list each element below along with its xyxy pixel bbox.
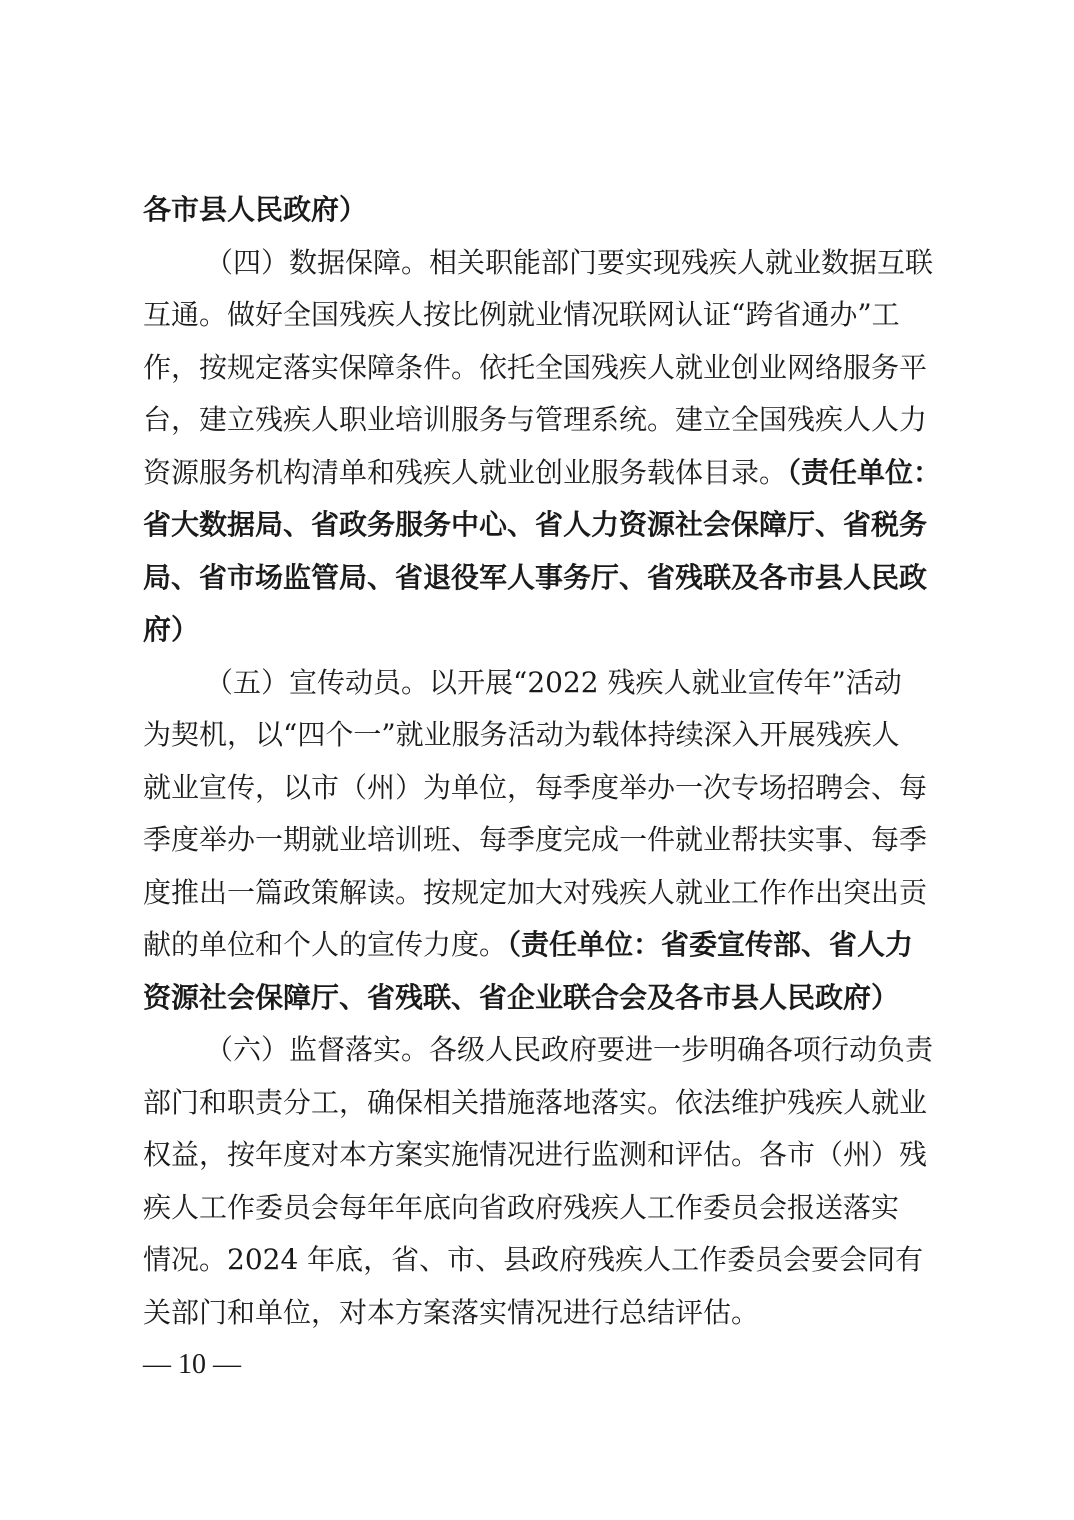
- text-segment: 为契机，以“四个一”就业服务活动为载体持续深入开展残疾人: [143, 718, 900, 751]
- text-line: [143, 820, 927, 860]
- text-line: [143, 978, 899, 1018]
- text-segment: 关部门和单位，对本方案落实情况进行总结评估。: [143, 1295, 760, 1329]
- text-line: [143, 873, 927, 913]
- text-line: [143, 715, 900, 755]
- bold-text-segment: 府）: [143, 613, 200, 646]
- bold-text-segment: （责任单位：: [787, 455, 942, 489]
- text-segment: 疾人工作委员会每年年底向省政府残疾人工作委员会报送落实: [143, 1190, 900, 1224]
- page-number: — 10 —: [143, 1349, 241, 1380]
- text-segment: （四）数据保障。相关职能部门要实现残疾人就业数据互联: [205, 245, 934, 279]
- text-line: [205, 1030, 933, 1070]
- text-line: [143, 1083, 927, 1123]
- text-segment: 献的单位和个人的宣传力度。: [143, 928, 508, 961]
- text-line: [205, 663, 902, 703]
- text-line: [143, 190, 367, 230]
- text-segment: 资源服务机构清单和残疾人就业创业服务载体目录。: [143, 455, 788, 489]
- text-segment: 就业宣传，以市（州）为单位，每季度举办一次专场招聘会、每: [143, 770, 928, 804]
- text-segment: 台，建立残疾人职业培训服务与管理系统。建立全国残疾人人力: [143, 403, 928, 436]
- text-line: [205, 243, 933, 283]
- bold-text-segment: 局、省市场监管局、省退役军人事务厅、省残联及各市县人民政: [143, 560, 928, 594]
- text-line: [143, 1135, 927, 1175]
- bold-text-segment: 各市县人民政府）: [143, 193, 368, 226]
- text-segment: 权益，按年度对本方案实施情况进行监测和评估。各市（州）残: [143, 1138, 928, 1171]
- text-line: [143, 925, 913, 965]
- text-segment: 度推出一篇政策解读。按规定加大对残疾人就业工作作出突出贡: [143, 875, 928, 909]
- text-line: [143, 558, 927, 598]
- text-line: [143, 295, 900, 335]
- text-line: [143, 1293, 759, 1333]
- bold-text-segment: （责任单位：省委宣传部、省人力: [507, 928, 914, 961]
- bold-text-segment: 省大数据局、省政务服务中心、省人力资源社会保障厅、省税务: [143, 508, 928, 541]
- text-segment: 互通。做好全国残疾人按比例就业情况联网认证“跨省通办”工: [143, 298, 900, 331]
- text-segment: 季度举办一期就业培训班、每季度完成一件就业帮扶实事、每季: [143, 823, 928, 856]
- text-segment: 部门和职责分工，确保相关措施落地落实。依法维护残疾人就业: [143, 1085, 928, 1119]
- text-line: [143, 768, 927, 808]
- text-line: [143, 348, 927, 388]
- bold-text-segment: 资源社会保障厅、省残联、省企业联合会及各市县人民政府）: [143, 980, 900, 1014]
- text-segment: 作，按规定落实保障条件。依托全国残疾人就业创业网络服务平: [143, 350, 928, 384]
- text-line: [143, 1188, 899, 1228]
- text-segment: （五）宣传动员。以开展“2022 残疾人就业宣传年”活动: [205, 665, 902, 699]
- text-line: [143, 400, 927, 440]
- text-line: [143, 1240, 923, 1280]
- text-line: [143, 505, 927, 545]
- text-segment: （六）监督落实。各级人民政府要进一步明确各项行动负责: [205, 1033, 934, 1066]
- text-segment: 情况。2024 年底，省、市、县政府残疾人工作委员会要会同有: [143, 1243, 924, 1276]
- text-line: [143, 453, 941, 493]
- text-line: [143, 610, 199, 650]
